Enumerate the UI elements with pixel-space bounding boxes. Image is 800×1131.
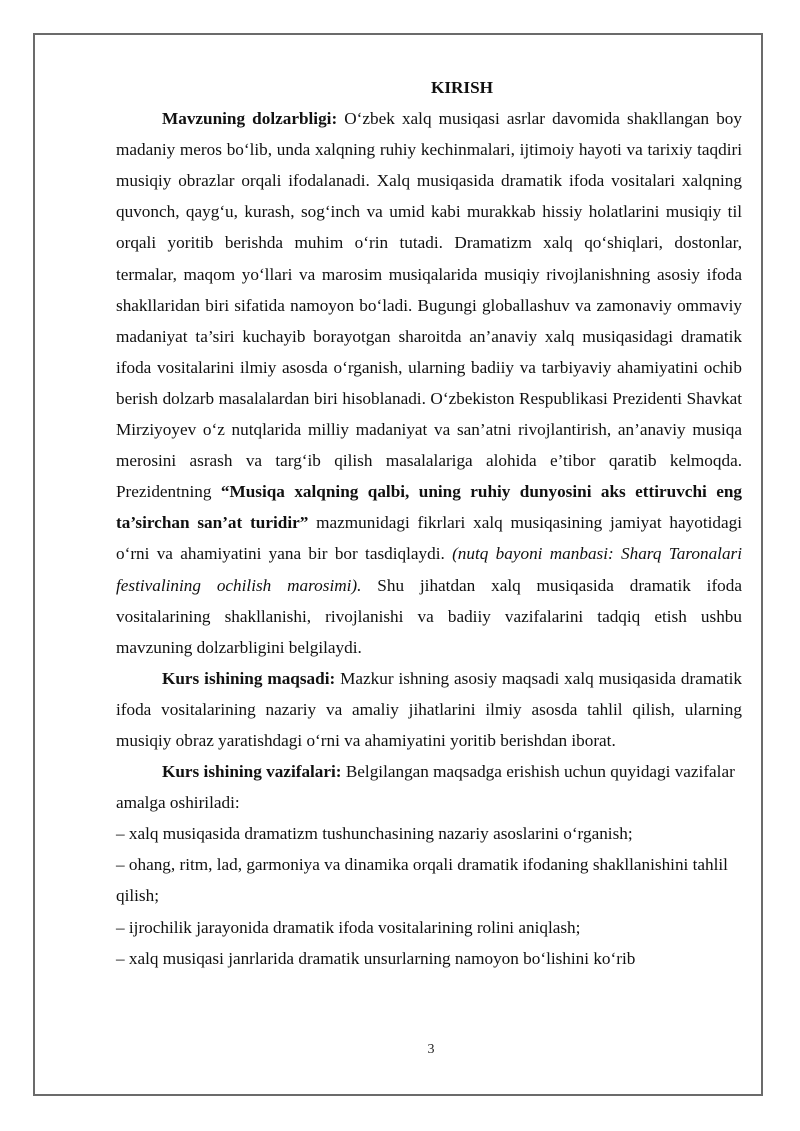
relevance-text-3: Shu jihatdan xalq musiqasida dramatik ifoda vositalarining shakllanishi, rivojlanishi va badiiy vazifalarini tadqiq etish ushbu mavzuning dolzarbligini belgilaydi. (116, 575, 742, 657)
president-quote: “Musiqa xalqning qalbi, uning ruhiy dunyosini aks ettiruvchi eng ta’sirchan san’at turidir” (116, 482, 742, 533)
task-item: – xalq musiqasida dramatizm tushunchasining nazariy asoslarini o‘rganish; (116, 824, 633, 844)
goal-label: Kurs ishining maqsadi: (162, 668, 336, 688)
task-item: – ohang, ritm, lad, garmoniya va dinamika orqali dramatik ifodaning shakllanishini tahlil qilish; (116, 855, 728, 906)
relevance-text-1: O‘zbek xalq musiqasi asrlar davomida shakllangan boy madaniy meros bo‘lib, unda xalqning ruhiy kechinmalari, ijtimoiy hayoti va tarixiy taqdiri musiqiy obrazlar orqali ifodalanadi. Xalq musiqasida dramatik ifoda vositalari xalqning quvonch, qayg‘u, kurash, sog‘inch va umid kabi murakkab hissiy holatlarini musiqiy til orqali yoritib berishda muhim o‘rin tutadi. Dramatizm xalq qo‘shiqlari, dostonlar, termalar, maqom yo‘llari va marosim musiqalarida musiqiy rivojlanishning asosiy ifoda shakllaridan biri sifatida namoyon bo‘ladi. Bugungi globallashuv va zamonaviy ommaviy madaniyat ta’siri kuchayib borayotgan sharoitda an’anaviy xalq musiqasidagi dramatik ifoda vositalarini ilmiy asosda o‘rganish, ularning badiiy va tarbiyaviy ahamiyatini ochib berish dolzarb masalalardan biri hisoblanadi. O‘zbekiston Respublikasi Prezidenti Shavkat Mirziyoyev o‘z nutqlarida milliy madaniyat va san’atni rivojlantirish, an’anaviy musiqa merosini asrash va targ‘ib qilish masalalariga alohida e’tibor qaratib kelmoqda. Prezidentning (116, 109, 742, 502)
relevance-text-2: mazmunidagi fikrlari xalq musiqasining jamiyat hayotidagi o‘rni va ahamiyatini yana bir bor tasdiqlaydi. (116, 513, 742, 564)
tasks-label: Kurs ishining vazifalari: (162, 762, 342, 782)
task-item: – xalq musiqasi janrlarida dramatik unsurlarning namoyon bo‘lishini ko‘rib (116, 948, 636, 968)
paragraph-goal (116, 663, 742, 756)
tasks-text: Belgilangan maqsadga erishish uchun quyidagi vazifalar amalga oshiriladi: (116, 762, 735, 813)
document-body (116, 72, 742, 974)
quote-source: (nutq bayoni manbasi: Sharq Taronalari festivalining ochilish marosimi). (116, 544, 742, 595)
paragraph-relevance (116, 103, 742, 663)
page-number: 3 (427, 1042, 435, 1057)
relevance-label: Mavzuning dolzarbligi: (162, 109, 338, 129)
section-heading: KIRISH (430, 78, 494, 97)
goal-text: Mazkur ishning asosiy maqsadi xalq musiqasida dramatik ifoda vositalarining nazariy va amaliy jihatlarini ilmiy asosda tahlil qilish, ularning musiqiy obraz yaratishdagi o‘rni va ahamiyatini yoritib berishdan iborat. (116, 668, 743, 750)
task-item: – ijrochilik jarayonida dramatik ifoda vositalarining rolini aniqlash; (116, 917, 581, 937)
paragraph-tasks (116, 756, 742, 818)
